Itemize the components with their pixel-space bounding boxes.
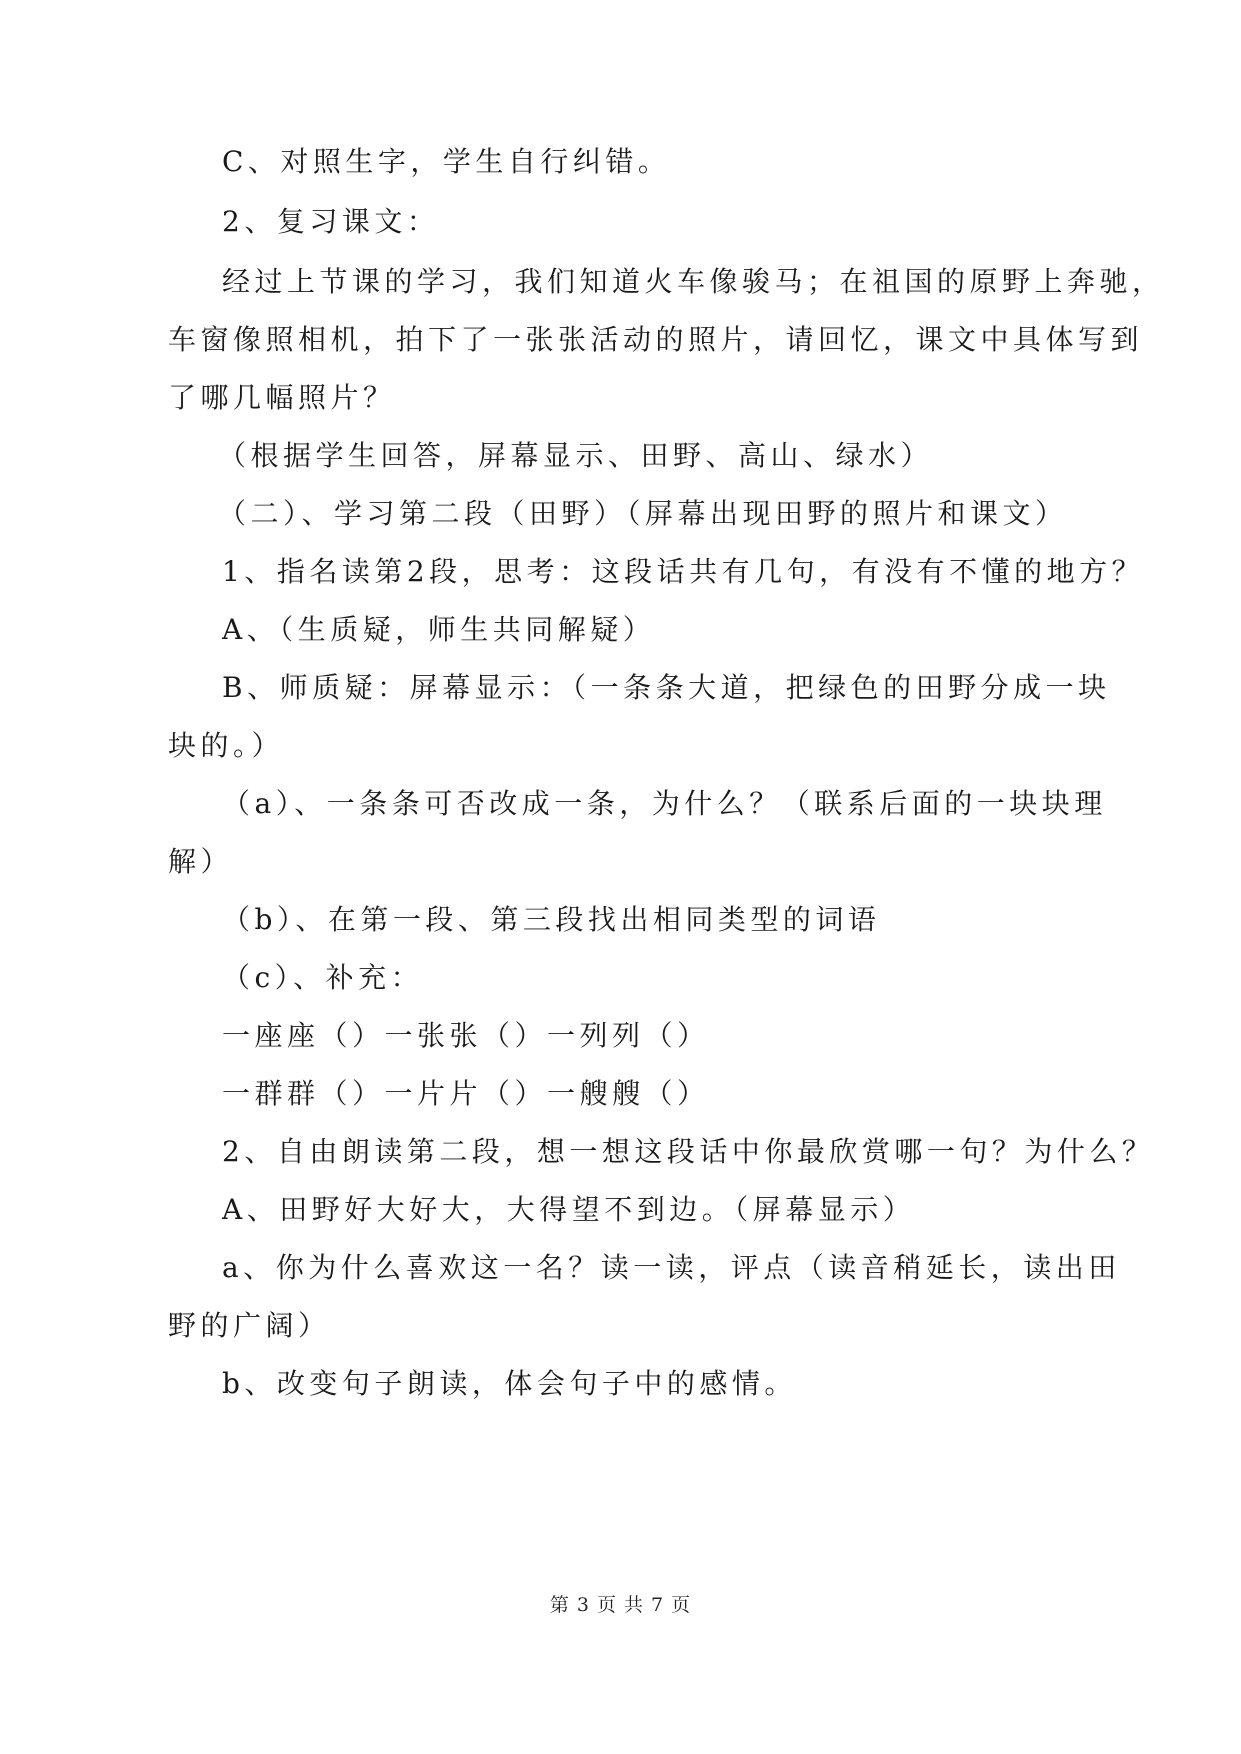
text-line: B、师质疑：屏幕显示：（一条条大道，把绿色的田野分成一块 xyxy=(222,671,1111,704)
text-line: A、（生质疑，师生共同解疑） xyxy=(222,613,656,646)
text-line: 2、自由朗读第二段，想一想这段话中你最欣赏哪一句？为什么？ xyxy=(222,1135,1155,1168)
text-line: 车窗像照相机，拍下了一张张活动的照片，请回忆，课文中具体写到 xyxy=(168,323,1144,356)
text-line: （根据学生回答，屏幕显示、田野、高山、绿水） xyxy=(218,439,934,472)
text-line: 解） xyxy=(168,845,234,878)
text-line: 块的。） xyxy=(168,729,285,762)
text-line: b、改变句子朗读，体会句子中的感情。 xyxy=(222,1367,797,1400)
text-line: 一座座（）一张张（）一列列（） xyxy=(222,1019,710,1052)
text-line: a、你为什么喜欢这一名？读一读，评点（读音稍延长，读出田 xyxy=(222,1251,1121,1284)
text-line: C、对照生字，学生自行纠错。 xyxy=(222,145,671,178)
text-line: 了哪几幅照片？ xyxy=(168,381,396,414)
text-line: 1、指名读第2段，思考：这段话共有几句，有没有不懂的地方？ xyxy=(222,555,1145,588)
text-line: 一群群（）一片片（）一艘艘（） xyxy=(222,1077,710,1110)
text-line: 野的广阔） xyxy=(168,1309,331,1342)
text-line: （c）、补充： xyxy=(222,961,424,994)
text-line: （b）、在第一段、第三段找出相同类型的词语 xyxy=(222,903,881,936)
page-number-footer: 第 3 页 共 7 页 xyxy=(549,1594,692,1616)
text-line: （a）、一条条可否改成一条，为什么？（联系后面的一块块理 xyxy=(222,787,1107,820)
text-line: 2、复习课文： xyxy=(222,205,440,238)
text-line: （二）、学习第二段（田野）（屏幕出现田野的照片和课文） xyxy=(218,497,1068,530)
text-line: 经过上节课的学习，我们知道火车像骏马；在祖国的原野上奔驰， xyxy=(222,265,1165,298)
text-line: A、田野好大好大，大得望不到边。（屏幕显示） xyxy=(222,1193,916,1226)
